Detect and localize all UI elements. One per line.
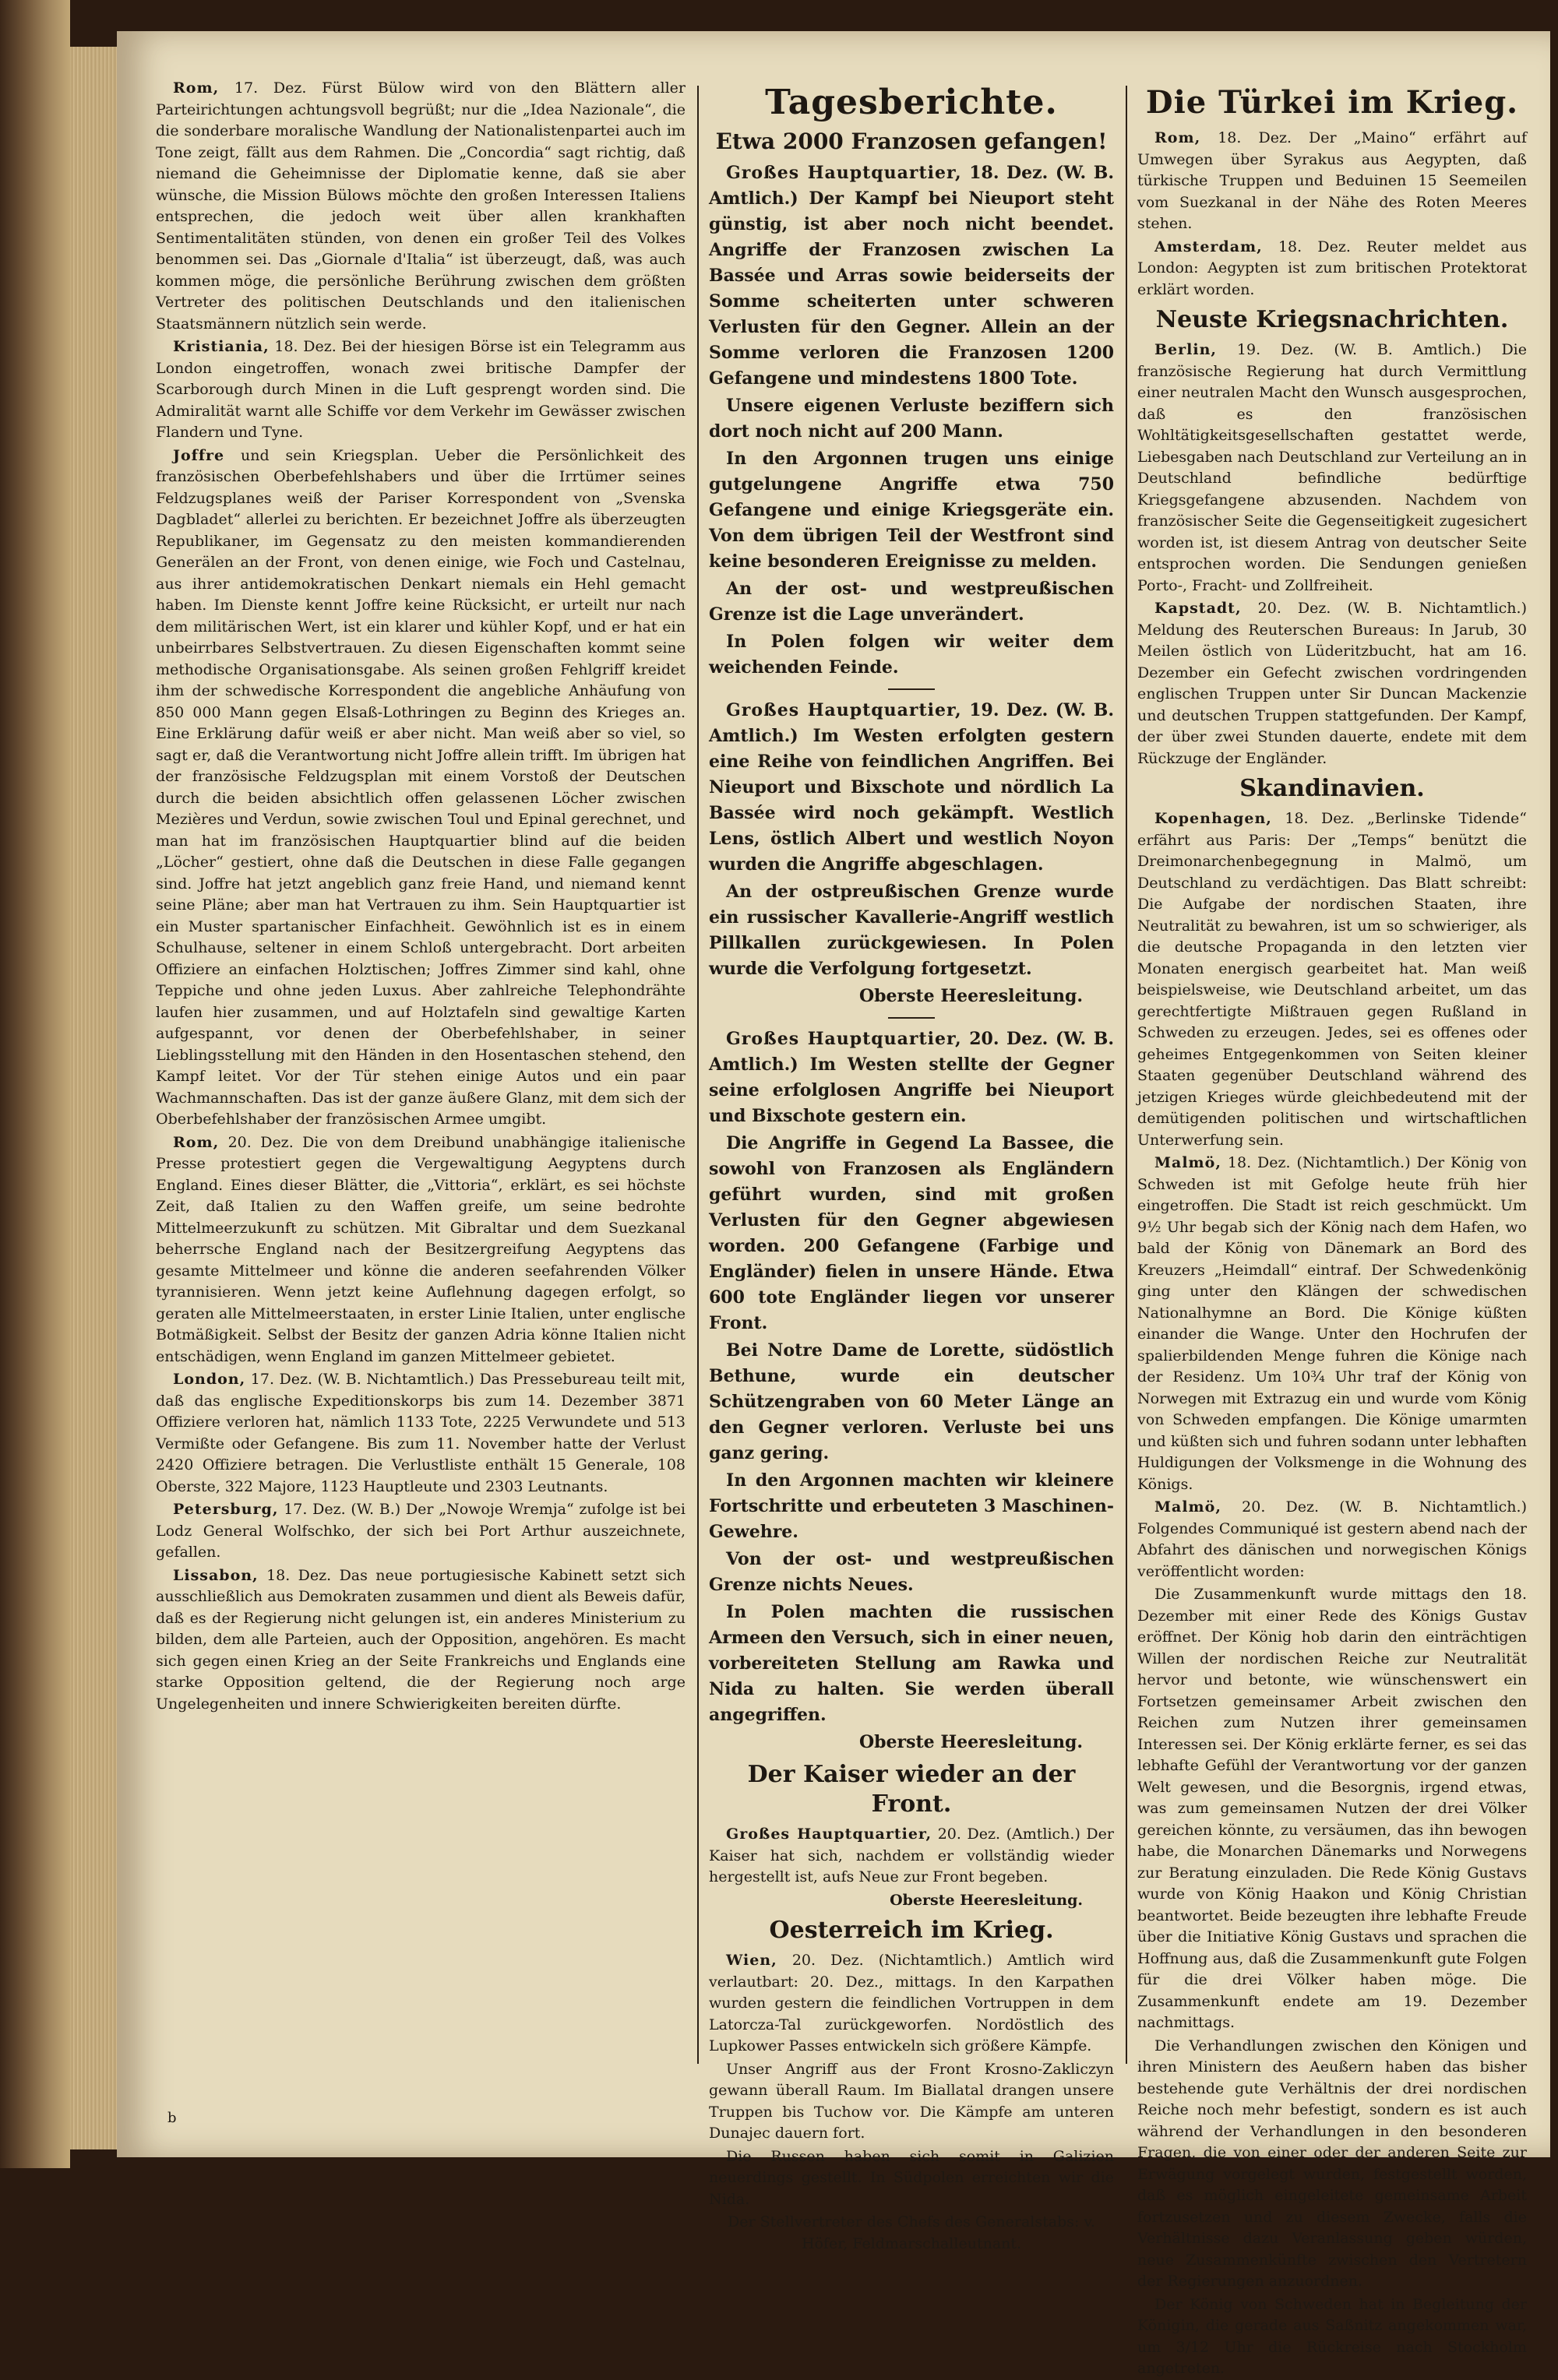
- article: Rom, 17. Dez. Fürst Bülow wird von den Blättern aller Parteirichtungen achtungsvoll begrüßt; nur die „Idea Nazionale“, die die sonderbare moralische Wandlung der Nationalistenpartei auch im Tone zeigt, fällt aus dem Rahmen. Die „Concordia“ sagt richtig, daß niemand die Geheimnisse der Diplomatie kenne, daß sie aber wünsche, die Mission Bülows möchte den großen Interessen Italiens entsprechen, die jedoch weit über allen krankhaften Sentimentalitäten stünden, von denen ein großer Teil des Volkes benommen sei. Das „Giornale d'Italia“ ist überzeugt, daß, was auch kommen möge, die persönliche Berührung zwischen dem größten Vertreter des politischen Deutschlands und den italienischen Staatsmännern nützlich sein werde.: [156, 79, 686, 333]
- article: Lissabon, 18. Dez. Das neue portugiesische Kabinett setzt sich ausschließlich aus Demokraten zusammen und dient als Beweis dafür, daß es der Regierung nicht gelungen ist, ein anderes Ministerium zu bilden, dem alle Parteien, auch der Opposition, angehören. Es macht sich gegen einen Krieg an der Seite Frankreichs und Englands eine starke Opposition geltend, die der Regierung noch arge Ungelegenheiten und innere Schwierigkeiten bereiten dürfte.: [156, 1566, 686, 1713]
- article: Kristiania, 18. Dez. Bei der hiesigen Börse ist ein Telegramm aus London eingetroffen, wonach zwei britische Dampfer der Scarborough durch Minen in die Luft gesprengt worden sind. Die Admiralität warnt alle Schiffe vor dem Verkehr im Gewässer zwischen Flandern und Tyne.: [156, 338, 686, 441]
- page-edges: [70, 47, 117, 2149]
- column-left: [156, 78, 686, 2095]
- report: Großes Hauptquartier, 18. Dez. (W. B. Amtlich.) Der Kampf bei Nieuport steht günstig, ist aber noch nicht beendet. Angriffe der Franzosen zwischen La Bassée und Arras sowie beiderseits der Somme scheiterten unter schweren Verlusten für den Gegner. Allein an der Somme verloren die Franzosen 1200 Gefangene und mindestens 1800 Tote. Unsere eigenen Verluste beziffern sich dort noch nicht auf 200 Mann. In den Argonnen trugen uns einige gutgelungene Angriffe etwa 750 Gefangene und einige Kriegsgeräte ein. Von dem übrigen Teil der Westfront sind keine besonderen Ereignisse zu melden. An der ost- und westpreußischen Grenze ist die Lage unverändert. In Polen folgen wir weiter dem weichenden Feinde. Großes Hauptquartier, 19. Dez. (W. B. Amtlich.) Im Westen erfolgten gestern eine Reihe von feindlichen Angriffen. Bei Nieuport und Bixschote und nördlich La Bassée wird noch gekämpft. Westlich Lens, östlich Albert und westlich Noyon wurden die Angriffe abgeschlagen. An der ostpreußischen Grenze wurde ein russischer Kavallerie-Angriff westlich Pillkallen zurückgewiesen. In Polen wurde die Verfolgung fortgesetzt. Oberste Heeresleitung. Großes Hauptquartier, 20. Dez. (W. B. Amtlich.) Im Westen stellte der Gegner seine erfolglosen Angriffe bei Nieuport und Bixschote gestern ein. Die Angriffe in Gegend La Bassee, die sowohl von Franzosen als Engländern geführt wurden, sind mit großen Verlusten für den Gegner abgewiesen worden. 200 Gefangene (Farbige und Engländer) fielen in unsere Hände. Etwa 600 tote Engländer liegen vor unserer Front. Bei Notre Dame de Lorette, südöstlich Bethune, wurde ein deutscher Schützengraben von 60 Meter Länge an den Gegner verloren. Verluste bei uns ganz gering. In den Argonnen machten wir kleinere Fortschritte und erbeuteten 3 Maschinen-Gewehre. Von der ost- und westpreußischen Grenze nichts Neues. In Polen machten die russischen Armeen den Versuch, sich in einer neuen, vorbereiteten Stellung am Rawka und Nida zu halten. Sie werden überall angegriffen. Oberste Heeresleitung.: [709, 160, 1114, 1755]
- headline: Etwa 2000 Franzosen gefangen!: [715, 129, 1108, 154]
- article: Rom, 20. Dez. Die von dem Dreibund unabhängige italienische Presse protestiert gegen die Vergewaltigung Aegyptens durch England. Eines dieser Blätter, die „Vittoria“, erklärt, es sei höchste Zeit, daß Italien zu den Waffen greife, um seine bedrohte Mittelmeerzukunft zu schützen. Mit Gibraltar und dem Suezkanal beherrsche England nach der Besitzergreifung Aegyptens das gesamte Mittelmeer und könne die anderen seefahrenden Völker tyrannisieren. Wenn jetzt keine Auflehnung dagegen erfolgt, so geraten alle Mittelmeerstaaten, in erster Linie Italien, unter englische Botmäßigkeit. Selbst der Besitz der ganzen Adria könne Italien nicht entschädigen, wenn England im ganzen Mittelmeer gebietet.: [156, 1133, 686, 1365]
- article: Joffre und sein Kriegsplan. Ueber die Persönlichkeit des französischen Oberbefehlshabers und über die Irrtümer seines Feldzugsplanes weiß der Pariser Korrespondent von „Svenska Dagbladet“ allerlei zu berichten. Er bezeichnet Joffre als überzeugten Republikaner, im Gegensatz zu den meisten kommandierenden Generälen an der Front, von denen einige, wie Foch und Castelnau, aus ihrer antidemokratischen Denkart niemals ein Hehl gemacht haben. Im Dienste kennt Joffre keine Rücksicht, er urteilt nur nach dem militärischen Wert, ist ein klarer und kühler Kopf, und er hat ein unbeirrbares Selbstvertrauen. Zu diesen Eigenschaften kommt seine methodische Organisationsgabe. Als seinen großen Fehlgriff kreidet ihm der schwedische Korrespondent die angebliche Anhäufung von 850 000 Mann gegen Elsaß-Lothringen zu Beginn des Krieges an. Eine Erklärung dafür weiß er aber nicht. Man weiß aber so viel, so sagt er, daß die Verantwortung nicht Joffre allein trifft. Im übrigen hat der französische Feldzugsplan mit einem Vorstoß der Deutschen durch die beiden absichtlich offen gelassenen Löcher zwischen Mezières und Verdun, sowie zwischen Toul und Epinal gerechnet, und man hat im französischen Hauptquartier blind auf die beiden „Löcher“ gestiert, ohne daß die Deutschen in diese Falle gegangen sind. Joffre hat jetzt angeblich ganz freie Hand, und niemand kennt seine Pläne; aber man hat Vertrauen zu ihm. Sein Hauptquartier ist ein Muster spartanischer Einfachheit. Gewöhnlich ist es in einem Schulhause, seltener in einem Schloß untergebracht. Dort arbeiten Offiziere an einfachen Holztischen; Joffres Zimmer sind kahl, ohne Teppiche und ohne jeden Luxus. Aber zahlreiche Telephondrähte laufen hier zusammen, und auf Holztafeln sind gewaltige Karten aufgespannt, vor denen der Oberbefehlshaber, in seiner Lieblingsstellung mit den Händen in den Hosentaschen stehend, den Kampf leitet. Vor der Tür stehen einige Autos und ein paar Wachmannschaften. Das ist der ganze äußere Glanz, mit dem sich der Oberbefehlshaber der französischen Armee umgibt.: [156, 446, 686, 1128]
- article: Petersburg, 17. Dez. (W. B.) Der „Nowoje Wremja“ zufolge ist bei Lodz General Wolfschko, der sich bei Port Arthur auszeichnete, gefallen.: [156, 1501, 686, 1561]
- signature: Oberste Heeresleitung.: [859, 986, 1083, 1006]
- column-right: Die Türkei im Krieg. Rom, 18. Dez. Der „Maino“ erfährt auf Umwegen über Syrakus aus Aegypten, daß türkische Truppen und Beduinen 15 Seemeilen vom Suezkanal in der Nähe des Roten Meeres stehen. Amsterdam, 18. Dez. Reuter meldet aus London: Aegypten ist zum britischen Protektorat erklärt worden. Neuste Kriegsnachrichten. Berlin, 19. Dez. (W. B. Amtlich.) Die französische Regierung hat durch Vermittlung einer neutralen Macht den Wunsch ausgesprochen, daß es den französischen Wohltätigkeitsgesellschaften gestattet werde, Liebesgaben nach Deutschland zur Verteilung an in Deutschland befindliche bedürftige Kriegsgefangene abzusenden. Nachdem von französischer Seite die Gegenseitigkeit zugesichert worden ist, ist diesem Antrag von deutscher Seite entsprochen worden. Die Sendungen genießen Porto-, Fracht- und Zollfreiheit. Kapstadt, 20. Dez. (W. B. Nichtamtlich.) Meldung des Reuterschen Bureaus: In Jarub, 30 Meilen östlich von Lüderitzbucht, hat am 16. Dezember ein Gefecht zwischen vordringenden englischen Truppen unter Sir Duncan Mackenzie und deutschen Truppen stattgefunden. Der Kampf, der über zwei Stunden dauerte, endete mit dem Rückzuge der Engländer. Skandinavien. Kopenhagen, 18. Dez. „Berlinske Tidende“ erfährt aus Paris: Der „Temps“ benützt die Dreimonarchenbegegnung in Malmö, um Deutschland zu verdächtigen. Das Blatt schreibt: Die Aufgabe der nordischen Staaten, ihre Neutralität zu bewahren, ist um so schwieriger, als die deutsche Propaganda in den letzten vier Monaten energisch gearbeitet hat. Man weiß beispielsweise, wie Deutschland arbeitet, um das gerechtfertigte Mißtrauen gegen Rußland in Schweden zu erzeugen. Jedes, sei es offenes oder geheimes Entgegenkommen von Seiten kleiner Staaten gegenüber Deutschland während des jetzigen Krieges würde gleichbedeutend mit der demütigenden politischen und wirtschaftlichen Unterwerfung sein. Malmö, 18. Dez. (Nichtamtlich.) Der König von Schweden ist mit Gefolge heute früh hier eingetroffen. Die Stadt ist reich geschmückt. Um 9½ Uhr begab sich der König nach dem Hafen, wo bald der König von Dänemark an Bord des Kreuzers „Heimdall“ eintraf. Der Schwedenkönig ging unter den Klängen der schwedischen Nationalhymne an Bord. Die Könige küßten einander die Wange. Unter den Hochrufen der spalierbildenden Menge fuhren die Könige nach der Residenz. Um 10¾ Uhr traf der König von Norwegen mit Extrazug ein und wurde vom König von Schweden empfangen. Die Könige umarmten und küßten sich und fuhren sodann unter lebhaften Huldigungen der Volksmenge in die Wohnung des Königs. Malmö, 20. Dez. (W. B. Nichtamtlich.) Folgendes Communiqué ist gestern abend nach der Abfahrt des dänischen und norwegischen Königs veröffentlicht worden: Die Zusammenkunft wurde mittags den 18. Dezember mit einer Rede des Königs Gustav eröffnet. Der König hob darin den einträchtigen Willen der nordischen Reiche zur Neutralität hervor und betonte, wie wünschenswert ein Fortsetzen gemeinsamer Arbeit zwischen den Reichen zum Nutzen ihrer gemeinsamen Interessen sei. Der König erklärte ferner, es sei das lebhafte Gefühl der Verantwortung vor der ganzen Welt gewesen, und die Besorgnis, irgend etwas, was zum gemeinsamen Nutzen der drei Völker gereichen könnte, zu versäumen, das ihn bewogen habe, die Monarchen Dänemarks und Norwegens zur Beratung einzuladen. Die Rede König Gustavs wurde von König Haakon und König Christian beantwortet. Beide bezeugten ihre lebhafte Freude über die Initiative König Gustavs und sprachen die Hoffnung aus, daß die Zusammenkunft gute Folgen für die drei Völker haben möge. Die Zusammenkunft endete am 19. Dezember nachmittags. Die Verhandlungen zwischen den Königen und ihren Ministern des Aeußern haben das bisher bestehende gute Verhältnis der drei nordischen Reiche noch mehr befestigt, sondern es ist auch während der Verhandlungen in den besonderen Fragen, die von einer oder der anderen Seite zur Erwägung vorgelegt wurden, festgestellt worden, daß es möglich eingeleitete gemeinsame Arbeit fortzusetzen und zu diesem Zwecke, falls die Verhältnisse dazu Veranlassung geben würden, neue Zusammenkünfte zwischen den Vertretern der Regierungen anzuordnen. Der König von Schweden hat in Begleitung der Königin, die gerade aus Saßnitz angekommen war, um 3/12 Uhr die Rückreise nach Stockholm angetreten.: [1137, 84, 1528, 2377]
- book-spine: [0, 0, 70, 2168]
- signature: Oberste Heeresleitung.: [859, 1732, 1083, 1752]
- article: London, 17. Dez. (W. B. Nichtamtlich.) Das Pressebureau teilt mit, daß das englische Expeditionskorps bis zum 14. Dezember 3871 Offiziere verloren hat, nämlich 1133 Tote, 2225 Verwundete und 513 Vermißte oder Gefangene. Bis zum 11. November hatte der Verlust 2420 Offiziere betragen. Die Verlustliste enthält 15 Generale, 108 Oberste, 322 Majore, 1123 Hauptleute und 2303 Leutnants.: [156, 1371, 686, 1495]
- newspaper-page: [117, 31, 1550, 2377]
- section-title: Die Türkei im Krieg.: [1145, 84, 1519, 121]
- section-title: Tagesberichte.: [765, 83, 1058, 122]
- page-mark: b: [167, 2110, 177, 2126]
- column-rule: [697, 86, 699, 2064]
- headline: Skandinavien.: [1239, 775, 1425, 802]
- divider: [888, 688, 935, 690]
- signature: Der Stellvertreter des Chefs des Generalstabs: v. Höfer, Feldmarschalleutnant.: [728, 2213, 1095, 2252]
- column-middle: Tagesberichte. Etwa 2000 Franzosen gefangen! Großes Hauptquartier, 18. Dez. (W. B. Amtlich.) Der Kampf bei Nieuport steht günstig, ist aber noch nicht beendet. Angriffe der Franzosen zwischen La Bassée und Arras sowie beiderseits der Somme scheiterten unter schweren Verlusten für den Gegner. Allein an der Somme verloren die Franzosen 1200 Gefangene und mindestens 1800 Tote. Unsere eigenen Verluste beziffern sich dort noch nicht auf 200 Mann. In den Argonnen trugen uns einige gutgelungene Angriffe etwa 750 Gefangene und einige Kriegsgeräte ein. Von dem übrigen Teil der Westfront sind keine besonderen Ereignisse zu melden. An der ost- und westpreußischen Grenze ist die Lage unverändert. In Polen folgen wir weiter dem weichenden Feinde. Großes Hauptquartier, 19. Dez. (W. B. Amtlich.) Im Westen erfolgten gestern eine Reihe von feindlichen Angriffen. Bei Nieuport und Bixschote und nördlich La Bassée wird noch gekämpft. Westlich Lens, östlich Albert und westlich Noyon wurden die Angriffe abgeschlagen. An der ostpreußischen Grenze wurde ein russischer Kavallerie-Angriff westlich Pillkallen zurückgewiesen. In Polen wurde die Verfolgung fortgesetzt. Oberste Heeresleitung. Großes Hauptquartier, 20. Dez. (W. B. Amtlich.) Im Westen stellte der Gegner seine erfolglosen Angriffe bei Nieuport und Bixschote gestern ein. Die Angriffe in Gegend La Bassee, die sowohl von Franzosen als Engländern geführt wurden, sind mit großen Verlusten für den Gegner abgewiesen worden. 200 Gefangene (Farbige und Engländer) fielen in unsere Hände. Etwa 600 tote Engländer liegen vor unserer Front. Bei Notre Dame de Lorette, südöstlich Bethune, wurde ein deutscher Schützengraben von 60 Meter Länge an den Gegner verloren. Verluste bei uns ganz gering. In den Argonnen machten wir kleinere Fortschritte und erbeuteten 3 Maschinen-Gewehre. Von der ost- und westpreußischen Grenze nichts Neues. In Polen machten die russischen Armeen den Versuch, sich in einer neuen, vorbereiteten Stellung am Rawka und Nida zu halten. Sie werden überall angegriffen. Oberste Heeresleitung. Der Kaiser wieder an der Front. Großes Hauptquartier, 20. Dez. (Amtlich.) Der Kaiser hat sich, nachdem er vollständig wieder hergestellt ist, aufs Neue zur Front begeben. Oberste Heeresleitung. Oesterreich im Krieg. Wien, 20. Dez. (Nichtamtlich.) Amtlich wird verlautbart: 20. Dez., mittags. In den Karpathen wurden gestern die feindlichen Vortruppen in dem Latorcza-Tal zurückgeworfen. Nordöstlich des Lupkower Passes entwickeln sich größere Kämpfe. Unser Angriff aus der Front Krosno-Zakliczyn gewann überall Raum. Im Biallatal drangen unsere Truppen bis Tuchow vor. Die Kämpfe am unteren Dunajec dauern fort. Die Russen haben sich somit in Galizien neuerdings gestellt. In Südpolen erreichten wir die Nida. Der Stellvertreter des Chefs des Generalstabs: v. Höfer, Feldmarschalleutnant.: [709, 78, 1114, 2095]
- headline: Neuste Kriegsnachrichten.: [1155, 306, 1509, 333]
- headline: Oesterreich im Krieg.: [769, 1917, 1054, 1944]
- divider: [888, 1017, 935, 1019]
- column-rule: [1126, 86, 1127, 2064]
- headline: Der Kaiser wieder an der Front.: [747, 1761, 1076, 1818]
- signature: Oberste Heeresleitung.: [890, 1891, 1083, 1909]
